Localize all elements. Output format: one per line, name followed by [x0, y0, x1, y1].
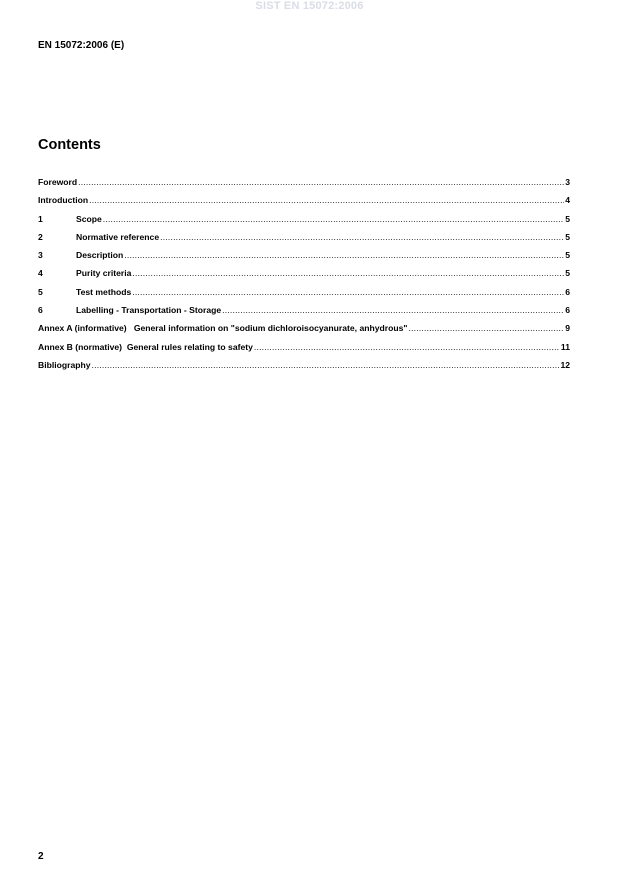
- toc-entry-bibliography[interactable]: [38, 360, 570, 378]
- toc-entry-number: 6: [38, 305, 43, 316]
- toc-entry-scope[interactable]: [38, 214, 570, 232]
- toc-entry-page: 6: [565, 305, 570, 316]
- toc-entry-page: 5: [565, 250, 570, 261]
- toc-entry-label: Scope: [76, 213, 102, 224]
- toc-leader-dots: [78, 177, 564, 187]
- toc-entry-introduction[interactable]: [38, 195, 570, 213]
- toc-entry-page: 9: [565, 323, 570, 334]
- toc-entry-label: Normative reference: [76, 231, 160, 242]
- toc-entry-label: Labelling - Transportation - Storage: [76, 305, 222, 316]
- toc-entry-page: 6: [565, 286, 570, 297]
- toc-entry-number: 2: [38, 231, 43, 242]
- toc-entry-test-methods[interactable]: [38, 287, 570, 305]
- table-of-contents: [38, 177, 570, 378]
- toc-entry-label: Test methods: [76, 286, 132, 297]
- toc-entry-page: 3: [565, 177, 570, 187]
- toc-entry-page: 5: [565, 213, 570, 224]
- toc-entry-normative-reference[interactable]: [38, 232, 570, 250]
- toc-entry-label: Purity criteria: [76, 268, 132, 279]
- toc-leader-dots: [89, 195, 564, 205]
- toc-entry-number: 4: [38, 268, 43, 279]
- toc-leader-dots: [222, 305, 564, 315]
- toc-leader-dots: [408, 323, 564, 333]
- toc-entry-number: 3: [38, 250, 43, 261]
- toc-leader-dots: [124, 250, 564, 260]
- toc-entry-purity-criteria[interactable]: [38, 268, 570, 286]
- toc-leader-dots: [132, 268, 564, 278]
- toc-leader-dots: [160, 232, 564, 242]
- page-number: 2: [38, 851, 44, 862]
- toc-entry-page: 11: [560, 341, 570, 352]
- toc-entry-page: 4: [565, 195, 570, 206]
- toc-entry-foreword[interactable]: [38, 177, 570, 195]
- toc-entry-label: Bibliography: [38, 359, 91, 370]
- toc-entry-label: Foreword: [38, 177, 78, 187]
- toc-entry-label: Introduction: [38, 195, 89, 206]
- document-id-header: EN 15072:2006 (E): [38, 40, 125, 51]
- toc-entry-description[interactable]: [38, 250, 570, 268]
- toc-leader-dots: [92, 360, 560, 370]
- watermark: SIST EN 15072:2006: [255, 0, 364, 12]
- toc-entry-page: 12: [560, 359, 570, 370]
- toc-entry-label: Description: [76, 250, 124, 261]
- toc-entry-page: 5: [565, 268, 570, 279]
- toc-entry-number: 1: [38, 213, 43, 224]
- toc-entry-annex-b[interactable]: [38, 342, 570, 360]
- toc-entry-labelling[interactable]: [38, 305, 570, 323]
- toc-leader-dots: [103, 214, 564, 224]
- toc-entry-number: 5: [38, 286, 43, 297]
- toc-leader-dots: [254, 342, 560, 352]
- toc-leader-dots: [132, 287, 564, 297]
- toc-entry-label: Annex B (normative) General rules relating to safety: [38, 341, 253, 352]
- toc-entry-page: 5: [565, 231, 570, 242]
- toc-entry-annex-a[interactable]: [38, 323, 570, 341]
- contents-heading: Contents: [38, 137, 101, 153]
- toc-entry-label: Annex A (informative) General information on "sodium dichloroisocyanurate, anhydrous": [38, 323, 408, 334]
